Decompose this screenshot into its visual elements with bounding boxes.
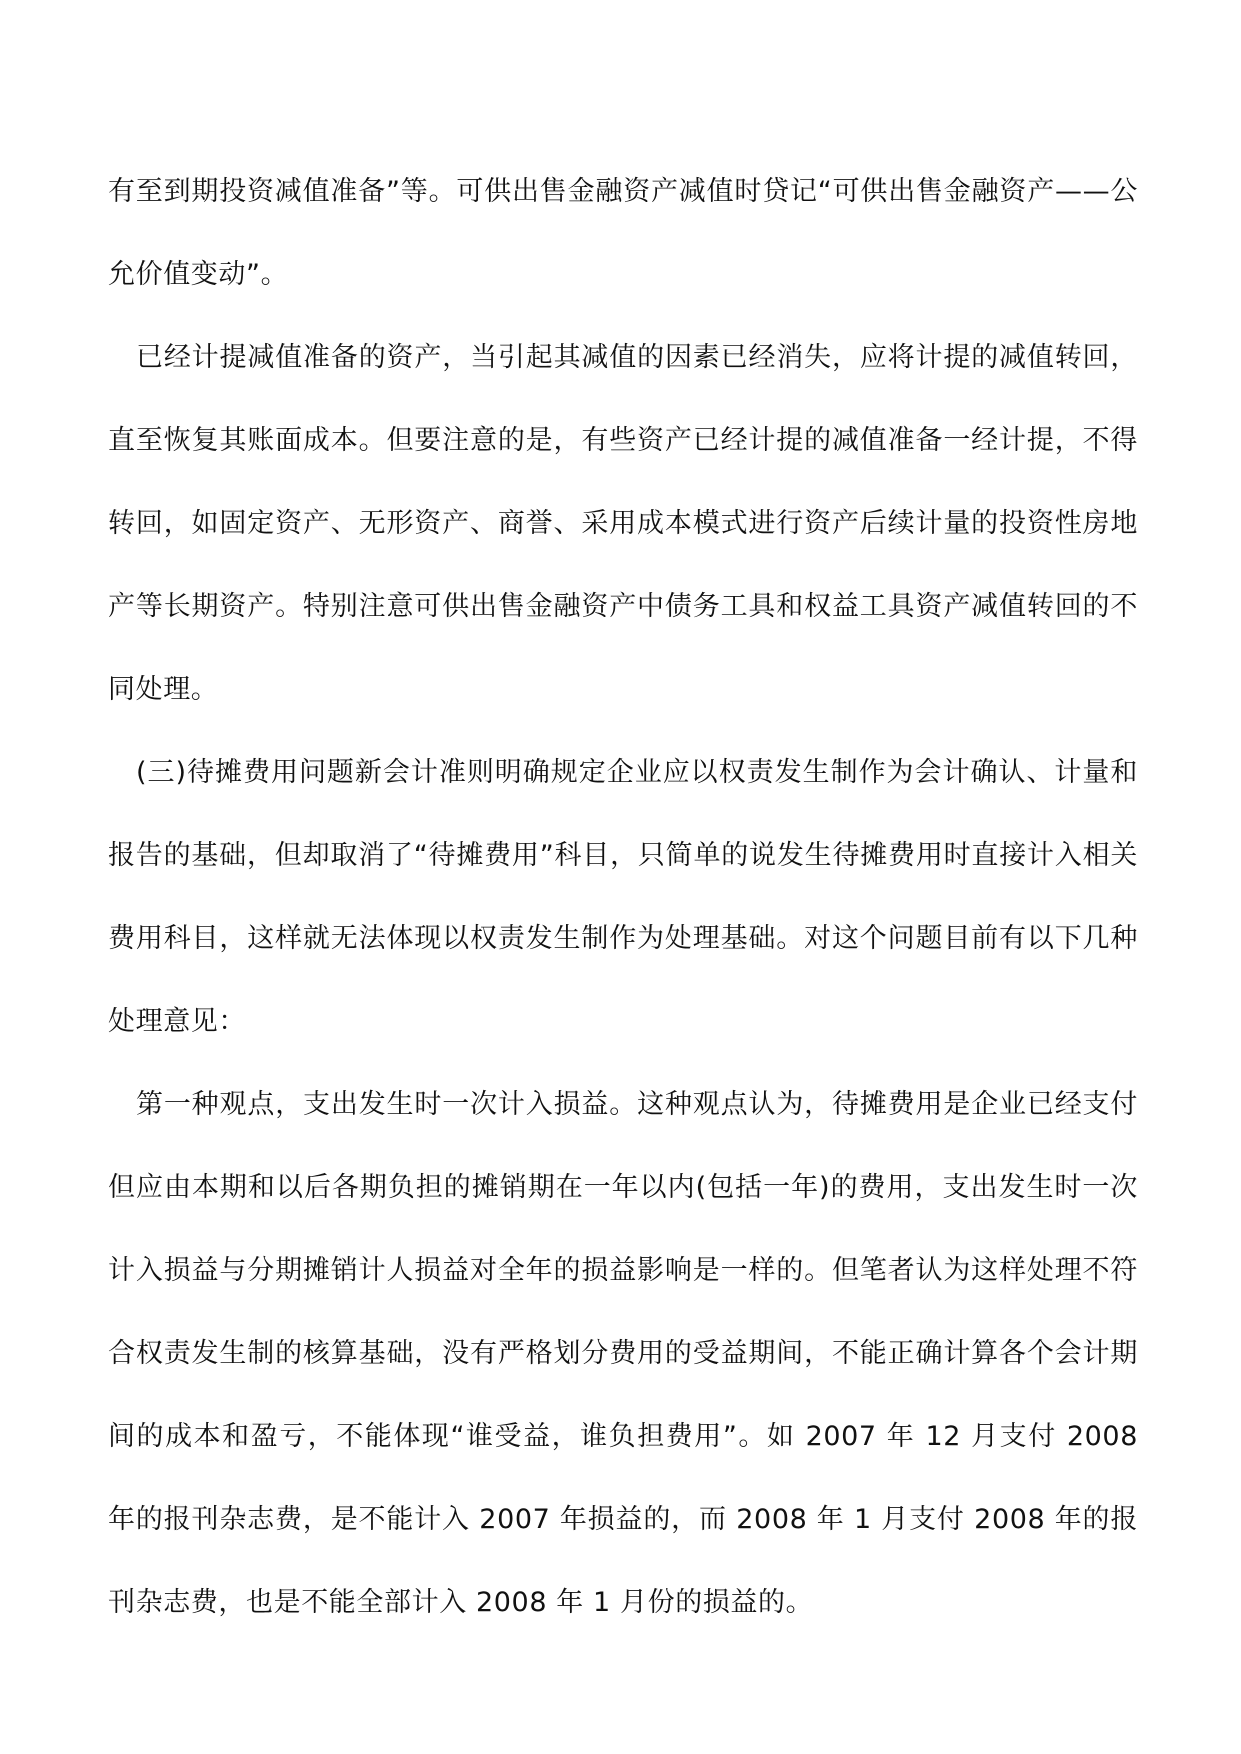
document-body [108,150,1138,1644]
paragraph-prepaid-expenses: (三)待摊费用问题新会计准则明确规定企业应以权责发生制作为会计确认、计量和报告的基础，但却取消了“待摊费用”科目，只简单的说发生待摊费用时直接计入相关费用科目，这样就无法体现以权责发生制作为处理基础。对这个问题目前有以下几种处理意见： [108,757,1138,1037]
paragraph-continuation: 有至到期投资减值准备”等。可供出售金融资产减值时贷记“可供出售金融资产——公允价值变动”。 [108,176,1138,290]
paragraph-impairment-reversal: 已经计提减值准备的资产，当引起其减值的因素已经消失，应将计提的减值转回，直至恢复其账面成本。但要注意的是，有些资产已经计提的减值准备一经计提，不得转回，如固定资产、无形资产、商誉、采用成本模式进行资产后续计量的投资性房地产等长期资产。特别注意可供出售金融资产中债务工具和权益工具资产减值转回的不同处理。 [108,342,1138,705]
paragraph-first-viewpoint: 第一种观点，支出发生时一次计入损益。这种观点认为，待摊费用是企业已经支付但应由本期和以后各期负担的摊销期在一年以内(包括一年)的费用，支出发生时一次计入损益与分期摊销计人损益对全年的损益影响是一样的。但笔者认为这样处理不符合权责发生制的核算基础，没有严格划分费用的受益期间，不能正确计算各个会计期间的成本和盈亏，不能体现“谁受益，谁负担费用”。如 2007 年 12 月支付 2008 年的报刊杂志费，是不能计入 2007 年损益的，而 2008 年 1 月支付 2008 年的报刊杂志费，也是不能全部计入 2008 年 1 月份的损益的。 [108,1089,1138,1618]
